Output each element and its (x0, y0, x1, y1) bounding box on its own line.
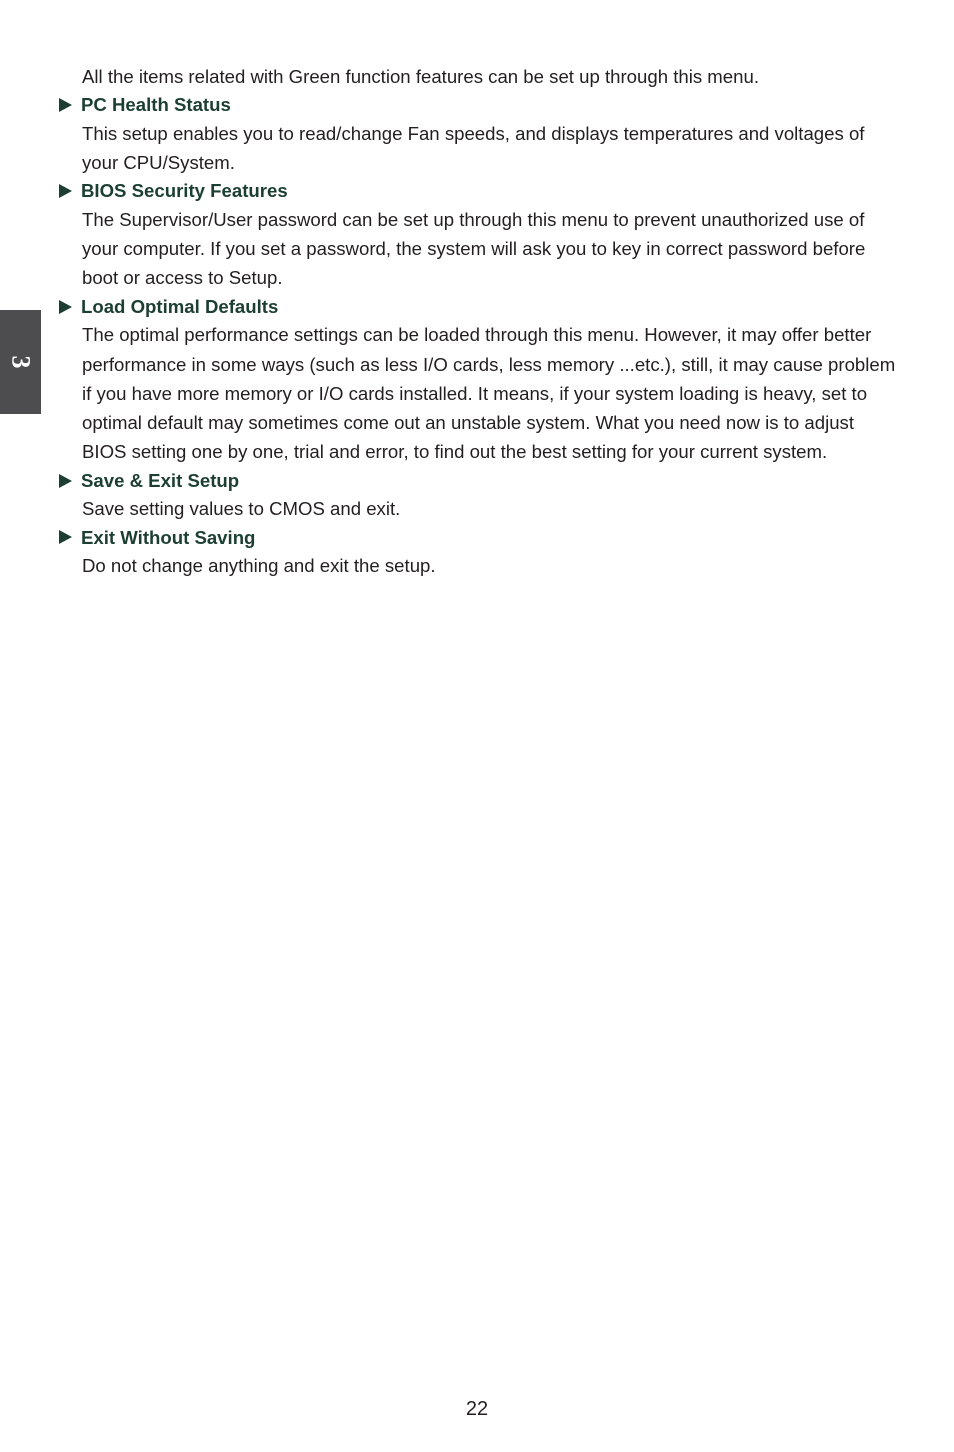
section-body: The optimal performance settings can be loaded through this menu. However, it may offer better performance in some ways (such as less I/O cards, less memory ...etc.), still, it may cause problem if you have more memory or I/O cards installed. It means, if your system loading is heavy, set to optimal default may sometimes come out an unstable system. What you need now is to adjust BIOS setting one by one, trial and error, to find out the best setting for your current system. (82, 324, 896, 463)
triangle-right-icon (59, 98, 72, 112)
page-content (58, 62, 900, 580)
section-body: Do not change anything and exit the setup. (82, 555, 436, 577)
section-body: This setup enables you to read/change Fan speeds, and displays temperatures and voltages of your CPU/System. (82, 122, 865, 174)
chapter-tab (0, 310, 41, 414)
section-save-exit-setup (58, 467, 900, 524)
triangle-right-icon (59, 474, 72, 488)
triangle-right-icon (59, 184, 72, 198)
section-title: Exit Without Saving (81, 526, 256, 548)
triangle-right-icon (59, 530, 72, 544)
section-title: Save & Exit Setup (81, 469, 240, 491)
section-body: Save setting values to CMOS and exit. (82, 498, 401, 520)
triangle-right-icon (59, 300, 72, 314)
section-pc-health-status (58, 91, 900, 177)
section-title: PC Health Status (81, 94, 231, 116)
section-body: The Supervisor/User password can be set up through this menu to prevent unauthorized use of your computer. If you set a password, the system will ask you to key in correct password before boot or access to Setup. (82, 208, 866, 289)
chapter-number: 3 (6, 355, 36, 369)
section-load-optimal-defaults (58, 293, 900, 467)
page-number: 22 (465, 1398, 489, 1420)
section-bios-security-features (58, 177, 900, 292)
section-title: Load Optimal Defaults (81, 295, 279, 317)
section-title: BIOS Security Features (81, 180, 288, 202)
section-exit-without-saving (58, 524, 900, 581)
intro-paragraph: All the items related with Green function features can be set up through this menu. (82, 66, 759, 87)
